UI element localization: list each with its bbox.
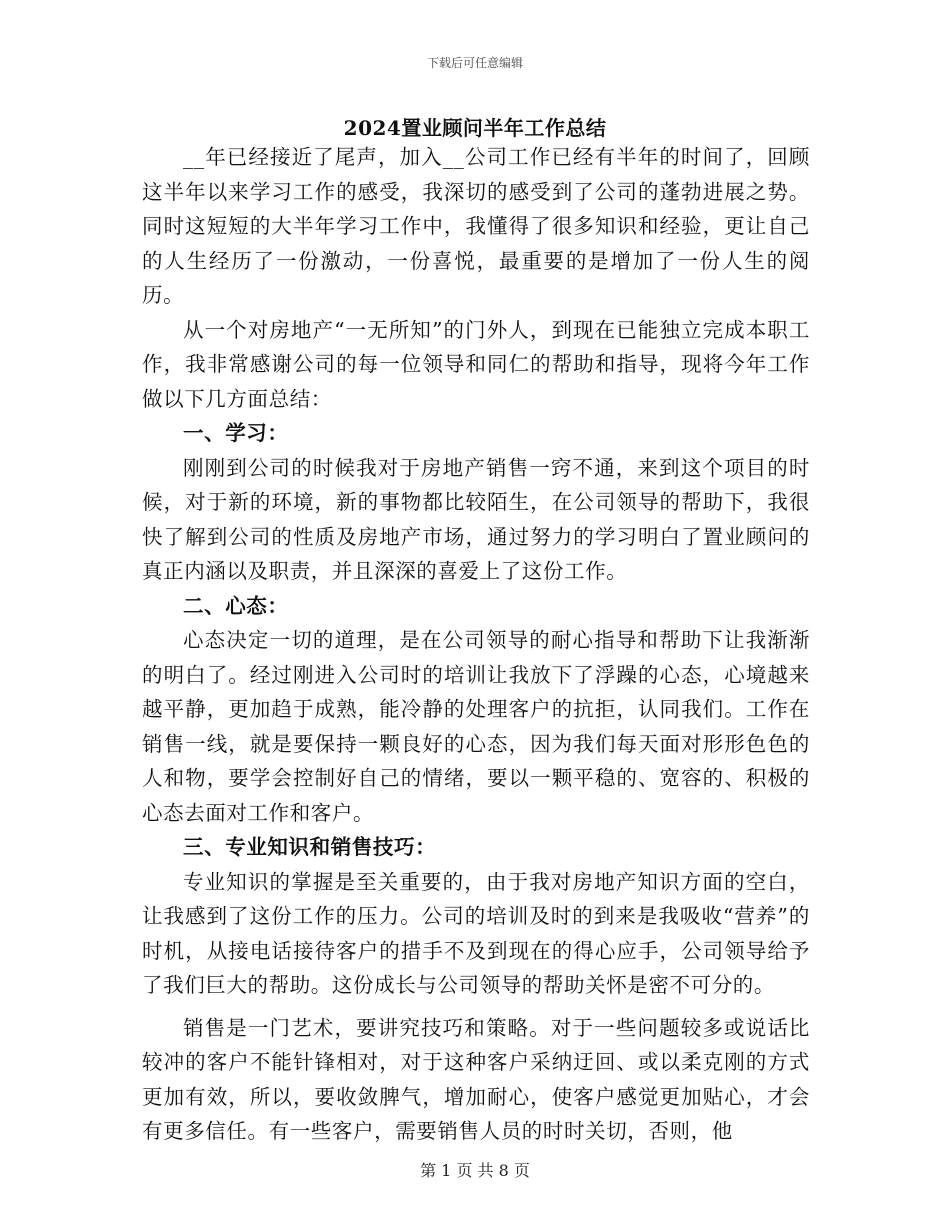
paragraph-mindset: 心态决定一切的道理，是在公司领导的耐心指导和帮助下让我渐渐的明白了。经过刚进入公司时的培训让我放下了浮躁的心态，心境越来越平静，更加趋于成熟，能冷静的处理客户的抗拒，认同我们。工作在销售一线，就是要保持一颗良好的心态，因为我们每天面对形形色色的人和物，要学会控制好自己的情绪，要以一颗平稳的、宽容的、积极的心态去面对工作和客户。	[142, 628, 810, 825]
paragraph-sales-art: 销售是一门艺术，要讲究技巧和策略。对于一些问题较多或说话比较冲的客户不能针锋相对，对于这种客户采纳迂回、或以柔克刚的方式更加有效，所以，要收敛脾气，增加耐心，使客户感觉更加贴心，才会有更多信任。有一些客户，需要销售人员的时时关切，否则，他	[142, 1015, 810, 1143]
section-heading-learning: 一、学习：	[183, 421, 289, 445]
paragraph-learning: 刚刚到公司的时候我对于房地产销售一窍不通，来到这个项目的时候，对于新的环境，新的事物都比较陌生，在公司领导的帮助下，我很快了解到公司的性质及房地产市场，通过努力的学习明白了置业顾问的真正内涵以及职责，并且深深的喜爱上了这份工作。	[142, 455, 810, 583]
paragraph-summary-lead: 从一个对房地产“一无所知”的门外人，到现在已能独立完成本职工作，我非常感谢公司的每一位领导和同仁的帮助和指导，现将今年工作做以下几方面总结：	[142, 317, 810, 411]
section-heading-skills: 三、专业知识和销售技巧：	[183, 835, 437, 859]
document-body	[142, 140, 810, 1149]
paragraph-skills-knowledge: 专业知识的掌握是至关重要的，由于我对房地产知识方面的空白，让我感到了这份工作的压力。公司的培训及时的到来是我吸收“营养”的时机，从接电话接待客户的措手不及到现在的得心应手，公司领导给予了我们巨大的帮助。这份成长与公司领导的帮助关怀是密不可分的。	[142, 869, 810, 997]
paragraph-intro: __年已经接近了尾声，加入__公司工作已经有半年的时间了，回顾这半年以来学习工作的感受，我深切的感受到了公司的蓬勃进展之势。同时这短短的大半年学习工作中，我懂得了很多知识和经验，更让自己的人生经历了一份激动，一份喜悦，最重要的是增加了一份人生的阅历。	[142, 145, 810, 307]
page-number: 第 1 页 共 8 页	[420, 1161, 530, 1180]
section-heading-mindset: 二、心态：	[183, 593, 289, 618]
document-title: 2024置业顾问半年工作总结	[343, 116, 607, 140]
header-note: 下载后可任意编辑	[426, 56, 523, 70]
